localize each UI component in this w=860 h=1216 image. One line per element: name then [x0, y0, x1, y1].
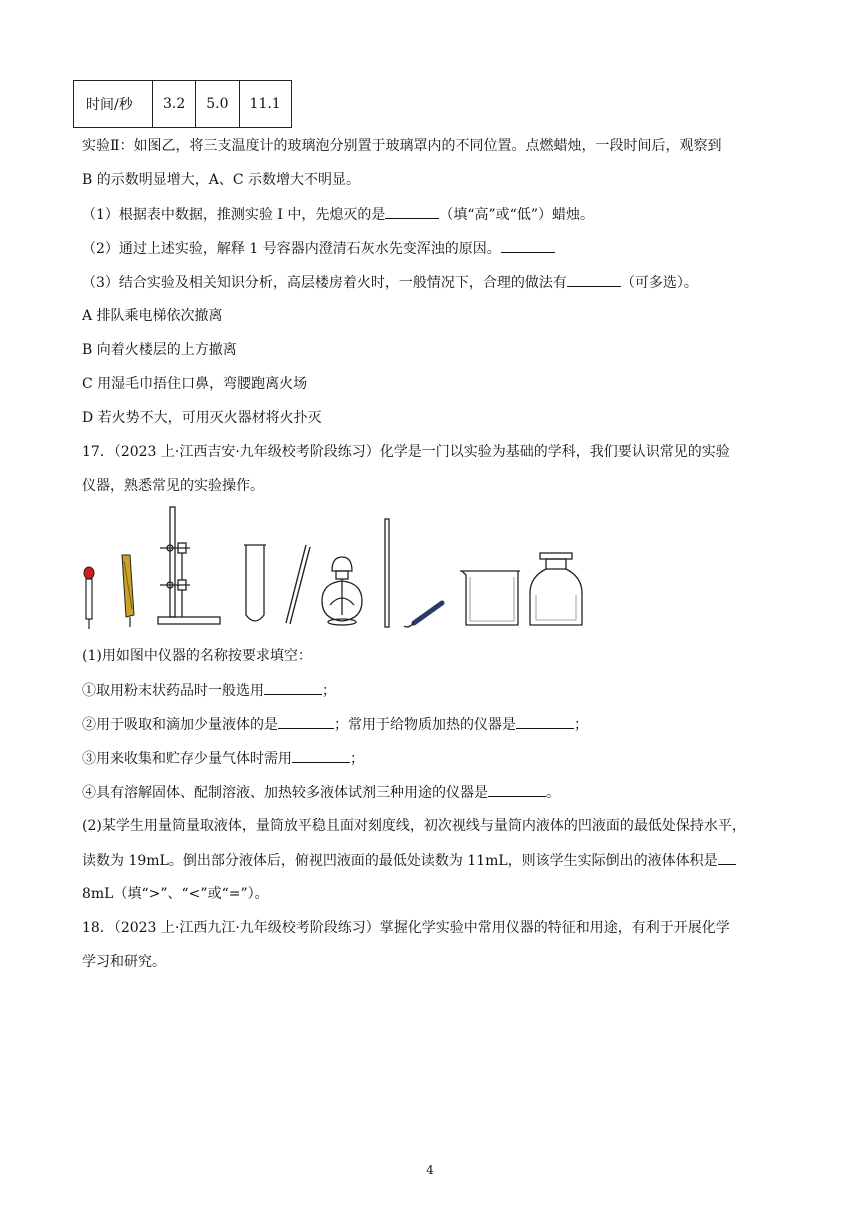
q17-part2-text: 读数为 19mL。倒出部分液体后，俯视凹液面的最低处读数为 11mL，则该学生实际倒出的液体体积是	[82, 853, 718, 869]
q17-part2-line3: 8mL（填“>”、“<”或“=”）。	[82, 886, 269, 902]
answer-blank[interactable]	[501, 238, 555, 253]
answer-blank[interactable]	[385, 204, 439, 219]
q16-option-c: C 用湿毛巾捂住口鼻，弯腰跑离火场	[82, 376, 308, 392]
q17-item2-text: ②用于吸取和滴加少量液体的是	[82, 717, 278, 733]
q17-stem-line1: 17．（2023 上·江西吉安·九年级校考阶段练习）化学是一门以实验为基础的学科，我们要认识常见的实验	[82, 444, 730, 460]
q17-item4-text: ④具有溶解固体、配制溶液、加热较多液体试剂三种用途的仪器是	[82, 785, 488, 801]
q16-option-b: B 向着火楼层的上方撤离	[82, 342, 237, 358]
answer-blank[interactable]	[278, 714, 334, 729]
q17-item1	[82, 680, 336, 701]
test-tube-icon	[244, 545, 266, 621]
q17-item4	[82, 782, 560, 803]
table-cell: 11.1	[239, 81, 291, 128]
alcohol-lamp-icon	[322, 557, 362, 625]
q18-stem-line1: 18．（2023 上·江西九江·九年级校考阶段练习）掌握化学实验中常用仪器的特征和用途，有利于开展化学	[82, 920, 730, 936]
q17-part2-line1: (2)某学生用量筒量取液体，量筒放平稳且面对刻度线，初次视线与量筒内液体的凹液面的最低处保持水平，	[82, 818, 746, 834]
dropper-icon	[84, 567, 94, 629]
q16-part3-tail: （可多选）。	[620, 275, 698, 291]
page-number: 4	[426, 1163, 434, 1177]
q17-item2	[82, 714, 588, 735]
q17-item3-text: ③用来收集和贮存少量气体时需用	[82, 751, 292, 767]
exp2-line2: B 的示数明显增大，A、C 示数增大不明显。	[82, 172, 361, 188]
q16-part1-tail: （填“高”或“低”）蜡烛。	[439, 207, 594, 223]
table-cell: 3.2	[153, 81, 196, 128]
q16-part3	[82, 272, 698, 293]
lab-instruments-figure	[74, 505, 614, 630]
glass-rod-icon	[385, 519, 389, 627]
q16-option-d: D 若火势不大，可用灭火器材将火扑灭	[82, 410, 322, 426]
tweezers-icon	[286, 545, 310, 624]
spatula-icon	[404, 603, 442, 627]
q16-part1-text: （1）根据表中数据，推测实验 I 中，先熄灭的是	[82, 207, 386, 223]
q18-stem-line2: 学习和研究。	[82, 954, 166, 970]
answer-blank[interactable]	[567, 272, 621, 287]
punct-semicolon: ；	[574, 717, 588, 733]
punct-semicolon: ；	[350, 751, 364, 767]
time-table	[73, 80, 292, 128]
exp2-line1: 实验Ⅱ：如图乙，将三支温度计的玻璃泡分别置于玻璃罩内的不同位置。点燃蜡烛，一段时间后，观察到	[82, 138, 722, 154]
gas-bottle-icon	[530, 553, 582, 625]
punct-period: 。	[546, 785, 560, 801]
q16-part2-text: （2）通过上述实验，解释 1 号容器内澄清石灰水先变浑浊的原因。	[82, 241, 501, 257]
table-cell: 5.0	[196, 81, 239, 128]
q17-item3	[82, 748, 364, 769]
q17-part2-line2	[82, 850, 736, 871]
q16-part3-text: （3）结合实验及相关知识分析，高层楼房着火时，一般情况下，合理的做法有	[82, 275, 567, 291]
answer-blank[interactable]	[516, 714, 574, 729]
answer-blank[interactable]	[488, 782, 546, 797]
q17-item1-text: ①取用粉末状药品时一般选用	[82, 683, 264, 699]
q16-part2	[82, 238, 555, 259]
beaker-icon	[460, 571, 520, 625]
q17-item2-tail: ；常用于给物质加热的仪器是	[334, 717, 516, 733]
table-header-cell: 时间/秒	[74, 81, 153, 128]
answer-blank[interactable]	[718, 850, 736, 865]
answer-blank[interactable]	[292, 748, 350, 763]
iron-stand-icon	[158, 507, 220, 624]
q16-option-a: A 排队乘电梯依次撤离	[82, 308, 223, 324]
punct-semicolon: ；	[322, 683, 336, 699]
q16-part1	[82, 204, 594, 225]
q17-part1-heading: (1)用如图中仪器的名称按要求填空：	[82, 648, 312, 664]
q17-stem-line2: 仪器，熟悉常见的实验操作。	[82, 478, 264, 494]
answer-blank[interactable]	[264, 680, 322, 695]
test-tube-clamp-icon	[122, 555, 134, 627]
